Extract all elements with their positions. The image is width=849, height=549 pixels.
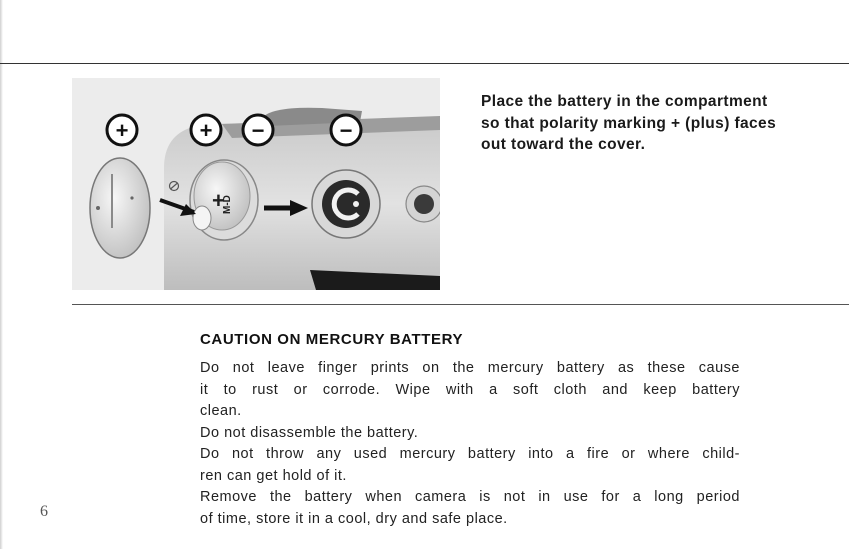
caution-line: Do not disassemble the battery. — [200, 424, 419, 441]
cover-dot — [130, 196, 133, 199]
contact-spring — [193, 206, 211, 230]
caution-line: clean. — [200, 403, 242, 419]
caution-heading: CAUTION ON MERCURY BATTERY — [200, 331, 464, 348]
compartment-md-marking: M-D — [222, 195, 233, 214]
page-number: 6 — [40, 503, 48, 520]
compartment-plus-marking: + — [212, 188, 225, 213]
polarity-label: + — [115, 118, 129, 143]
polarity-label: + — [199, 118, 213, 143]
caution-line: ren can get hold of it. — [200, 467, 347, 484]
instruction-line: so that polarity marking + (plus) faces — [481, 114, 777, 132]
polarity-label: − — [251, 118, 265, 143]
caution-line: Remove the battery when camera is not in use for a long period — [200, 489, 740, 505]
top-rule — [0, 63, 849, 64]
page-edge — [0, 0, 3, 549]
dial-knob — [322, 180, 370, 228]
instruction-text — [481, 91, 821, 156]
cover-dot — [96, 206, 100, 210]
instruction-line: Place the battery in the compartment — [481, 93, 768, 110]
polarity-label: − — [339, 118, 353, 143]
caution-line: Do not leave finger prints on the mercury battery as these cause — [200, 360, 740, 376]
caution-line: it to rust or corrode. Wipe with a soft cloth and keep battery — [200, 381, 740, 398]
caution-line: Do not throw any used mercury battery into a fire or where child- — [200, 446, 740, 462]
caution-body — [200, 358, 740, 530]
side-control-center — [414, 194, 434, 214]
battery-illustration — [72, 78, 440, 290]
instruction-line: out toward the cover. — [481, 136, 646, 153]
caution-line: of time, store it in a cool, dry and safe place. — [200, 510, 508, 527]
section-divider — [72, 304, 849, 305]
